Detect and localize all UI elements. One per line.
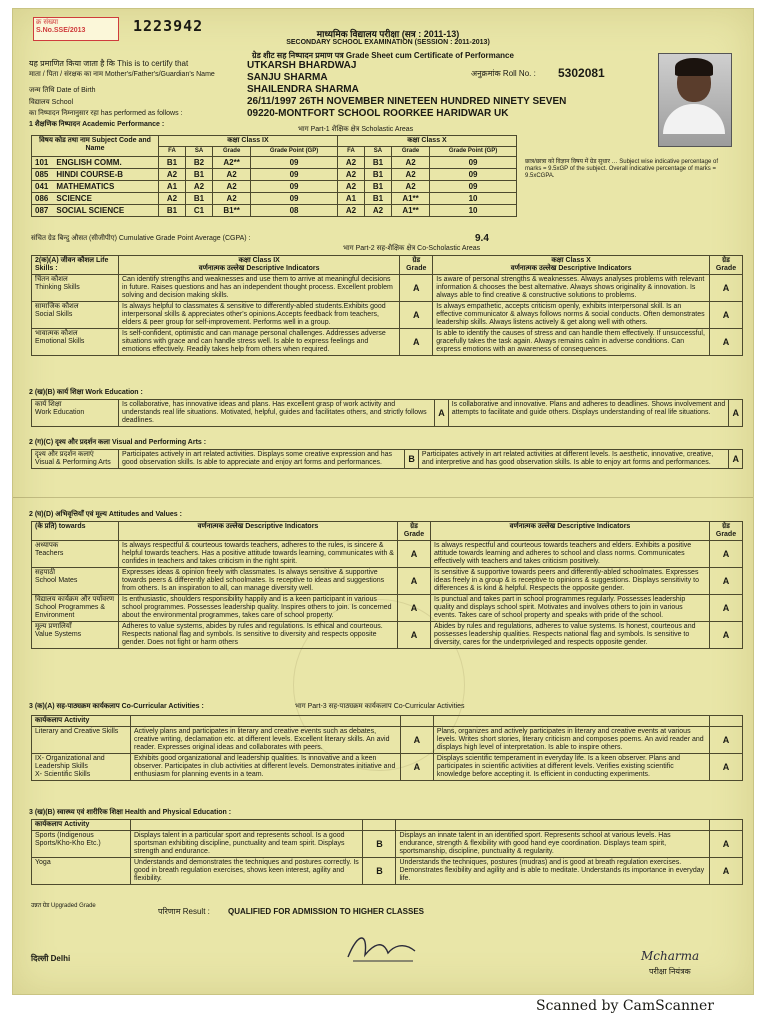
- subject-row: [32, 157, 517, 169]
- attitudes-table: [31, 521, 743, 649]
- class10-value: A1**: [391, 205, 429, 217]
- class10-descriptor: Is sensitive & supportive towards peers and differently-abled schoolmates. Expresses ideas freely in a group & is receptive to opinions & suggestions. Displays sensitivity to differences & is kind & helpful. Respects the opposite gender.: [431, 568, 710, 595]
- class9-descriptor: Is self-confident, optimistic and can manage personal challenges. Addresses adverse situations with grace and can handle stress well. Is able to express feelings and emotions effectively. Readily takes help from others when required.: [119, 329, 400, 356]
- health-table: [31, 819, 743, 885]
- class9-value: A2: [213, 181, 251, 193]
- class10-descriptor: Is aware of personal strengths & weaknesses. Always analyses problems with relevant information & chooses the best alternative. Always shows originality & innovation. Is always able to find creative & constructive solutions to problems.: [433, 275, 710, 302]
- attitude-row: [32, 595, 743, 622]
- class9-descriptor: Can identify strengths and weaknesses and use them to arrive at meaningful decisions in future. Raises questions and has an independent thought process. Excellent problem solving and decision making skills.: [119, 275, 400, 302]
- row-label-cell: [32, 595, 119, 622]
- row-label: Thinking Skills: [35, 284, 80, 291]
- health-row: [32, 831, 743, 858]
- class9-grade: B: [363, 858, 396, 885]
- class9-descriptor: Actively plans and participates in literary and creative events such as debates, creative writing, declamation etc. at different levels. Excellent literary skills. An avid reader. Expresses original ideas and collaborates with peers.: [131, 727, 401, 754]
- place-label: दिल्ली Delhi: [31, 954, 71, 963]
- class10-value: A2: [337, 169, 364, 181]
- class9-value: 09: [251, 157, 338, 169]
- class10-grade: A: [729, 400, 743, 427]
- class9-descriptor: Participates actively in art related activities. Displays some creative expression and has good observation skills. Is able to appreciate and enjoy art forms and performances.: [119, 450, 405, 469]
- class10-value: A2: [364, 205, 391, 217]
- class10-value: B1: [364, 169, 391, 181]
- class10-descriptor: Abides by rules and regulations, adheres to value systems. Is honest, courteous and possesses leadership qualities. Respects national flag and symbols. Is sensitive to diversity, cares for the underprivileged and respects opposite gender.: [431, 622, 710, 649]
- class9-grade: A: [400, 302, 433, 329]
- row-label: IX- Organizational and Leadership Skills: [35, 755, 105, 770]
- class9-grade: A: [400, 275, 433, 302]
- class10-value: 09: [430, 157, 517, 169]
- subject-name: MATHEMATICS: [56, 182, 115, 191]
- class9-value: A2: [159, 193, 186, 205]
- class10-grade: A: [710, 595, 743, 622]
- row-label-cell: [32, 727, 131, 754]
- work-education-row: [32, 400, 743, 427]
- roll-label: अनुक्रमांक Roll No. :: [471, 69, 536, 78]
- class10-descriptor: Displays scientific temperament in everyday life. Is a keen observer. Plans and participates in scientific activities at different levels. Verifies existing scientific knowledge before accepting it. Is efficient in conducting experiments.: [433, 754, 709, 781]
- class10-value: 10: [430, 193, 517, 205]
- attitude-row: [32, 622, 743, 649]
- exam-title-hindi: माध्यमिक विद्यालय परीक्षा (सत्र : 2011-13): [316, 29, 460, 39]
- class9-grade: A: [398, 595, 431, 622]
- row-label-hindi: अध्यापक: [35, 542, 59, 549]
- life-skill-row: [32, 329, 743, 356]
- attitude-row: [32, 541, 743, 568]
- desc-label: वर्णनात्मक उल्लेख Descriptive Indicators: [119, 522, 398, 541]
- class9-descriptor: Is always respectful & courteous towards teachers, adheres to the rules, is sincere & helpful towards teachers. Has a positive attitude towards learning, communicates with & confides in teachers and takes criticism in the right spirit.: [119, 541, 398, 568]
- sno-value: S.No.SSE/2013: [36, 27, 86, 34]
- grade-label: ग्रेड Grade: [710, 256, 743, 275]
- row-label-cell: [32, 622, 119, 649]
- col-fa: FA: [337, 147, 364, 157]
- col-gp: Grade Point (GP): [251, 147, 338, 157]
- work-education-heading: 2 (ख)(B) कार्य शिक्षा Work Education :: [29, 389, 143, 396]
- life-skills-label: 2(क)(A) जीवन कौशल Life Skills :: [32, 256, 119, 275]
- subject-name-cell: [32, 181, 159, 193]
- class9-grade: B: [363, 831, 396, 858]
- class9-value: C1: [186, 205, 213, 217]
- class10-value: B1: [364, 181, 391, 193]
- cocurricular-heading: 3 (क)(A) सह-पाठ्यक्रम कार्यकलाप Co-Curricular Activities :: [29, 703, 204, 710]
- class9-value: B1: [186, 193, 213, 205]
- row-label-cell: [32, 329, 119, 356]
- subject-code: 087: [35, 206, 49, 215]
- life-skills-table: [31, 255, 743, 356]
- fold-line: [13, 497, 753, 498]
- serial-number: 1223942: [133, 17, 204, 35]
- grade-label: ग्रेड Grade: [398, 522, 431, 541]
- row-label: School Programmes & Environment: [35, 604, 106, 619]
- guardian-label: माता / पिता / संरक्षक का नाम Mother's/Father's/Guardian's Name: [29, 71, 215, 78]
- performed-text: का निष्पादन निम्नानुसार रहा has performed as follows :: [29, 110, 183, 117]
- subject-name-cell: [32, 193, 159, 205]
- student-photo: [658, 53, 732, 147]
- grading-notes: छात्र/छात्रा को विज्ञान विषय में ग्रेड सुधार … Subject wise indicative percentage of marks = 9.5xGP of the subject. Overall indicative percentage of marks = 9.5xCGPA.: [525, 159, 718, 179]
- subject-name-cell: [32, 205, 159, 217]
- cgpa-label: संचित ग्रेड बिन्दु औसत (सीजीपीए) Cumulative Grade Point Average (CGPA) :: [31, 235, 251, 242]
- activities-table: [31, 715, 743, 781]
- class10-value: A1**: [391, 193, 429, 205]
- class10-descriptor: Is punctual and takes part in school programmes regularly. Possesses leadership quality and displays school spirit. Motivates and involves others to join in various events. Takes care of school property and speaks with pride of the school.: [431, 595, 710, 622]
- grade-label: ग्रेड Grade: [710, 522, 743, 541]
- arts-table: [31, 449, 743, 469]
- roll-number: 5302081: [558, 66, 605, 80]
- row-label-hindi: भावात्मक कौशल: [35, 330, 78, 337]
- mother-name: SHAILENDRA SHARMA: [247, 84, 359, 95]
- class10-value: A2: [391, 181, 429, 193]
- class9-value: A2: [213, 193, 251, 205]
- row-label: Literary and Creative Skills: [35, 728, 119, 735]
- arts-heading: 2 (ग)(C) दृश्य और प्रदर्शन कला Visual and Performing Arts :: [29, 439, 207, 446]
- subject-code: 041: [35, 182, 49, 191]
- class9-grade: A: [398, 541, 431, 568]
- class9-descriptor: Is always helpful to classmates & sensitive to differently-abled students.Exhibits good interpersonal skills & appreciates other's opinions.Accepts feedback from teachers, elders & peer group for self-improvement. Performs well in a group.: [119, 302, 400, 329]
- class10-value: A2: [337, 181, 364, 193]
- class10-value: A2: [337, 205, 364, 217]
- class9-grade: A: [398, 568, 431, 595]
- subject-name: HINDI COURSE-B: [56, 170, 124, 179]
- academic-heading: 1 शैक्षणिक निष्पादन Academic Performance :: [29, 121, 165, 128]
- class9-header: कक्षा Class IX: [159, 136, 338, 147]
- col-grade: Grade: [213, 147, 251, 157]
- row-label-cell: [32, 302, 119, 329]
- grade-label: ग्रेड Grade: [400, 256, 433, 275]
- exam-title-english: SECONDARY SCHOOL EXAMINATION (SESSION : 2011-2013): [286, 39, 490, 46]
- row-label-hindi: मूल्य प्रणालियाँ: [35, 623, 72, 630]
- subject-code: 086: [35, 194, 49, 203]
- part1-title: भाग Part-1 शैक्षिक क्षेत्र Scholastic Areas: [298, 126, 414, 133]
- class10-descriptor: Displays an innate talent in an identified sport. Represents school at various levels. Has endurance, strength & flexibility with good hand eye coordination. Displays team spirit, sportsmanship, discipline, punctuality & regularity.: [396, 831, 710, 858]
- class10-descriptor: Is always empathetic, accepts criticism openly, exhibits interpersonal skill. Is an effective communicator & always follows norms & social conducts. Often demonstrates leadership skills. Always listens actively & get along well with others.: [433, 302, 710, 329]
- result-value: QUALIFIED FOR ADMISSION TO HIGHER CLASSES: [228, 907, 425, 916]
- subject-name: SCIENCE: [56, 194, 92, 203]
- subject-row: [32, 205, 517, 217]
- class10-grade: A: [710, 727, 743, 754]
- desc-label: वर्णनात्मक उल्लेख Descriptive Indicators: [431, 522, 710, 541]
- class9-value: 08: [251, 205, 338, 217]
- life-skill-row: [32, 302, 743, 329]
- class9-descriptor: Exhibits good organizational and leadership qualities. Is innovative and a keen observer. Participates in club activities at different levels. Demonstrates initiative and enthusiasm for planning events in a team.: [131, 754, 401, 781]
- class9-grade: A: [400, 754, 433, 781]
- row-label: Visual & Performing Arts: [35, 459, 111, 466]
- father-name: SANJU SHARMA: [247, 72, 328, 83]
- row-label-hindi: सहपाठी: [35, 569, 56, 576]
- sno-box: [33, 17, 119, 41]
- cgpa-value: 9.4: [475, 233, 489, 244]
- desc-label: वर्णनात्मक उल्लेख Descriptive Indicators: [510, 265, 632, 272]
- row-label-hindi: दृश्य और प्रदर्शन कलाएं: [35, 451, 94, 458]
- subject-name-cell: [32, 157, 159, 169]
- class10-value: B1: [364, 193, 391, 205]
- row-label: Social Skills: [35, 311, 73, 318]
- row-label-cell: [32, 275, 119, 302]
- class9-value: A2: [186, 181, 213, 193]
- class9-descriptor: Adheres to value systems, abides by rules and regulations. Is ethical and courteous. Respects national flag and symbols. Is sensitive to diversity and respects opposite gender. Does not fight or harm others: [119, 622, 398, 649]
- class9-value: B1: [159, 205, 186, 217]
- health-heading: 3 (ख)(B) स्वास्थ्य एवं शारीरिक शिक्षा Health and Physical Education :: [29, 809, 232, 816]
- col-gp: Grade Point (GP): [430, 147, 517, 157]
- class10-grade: A: [710, 858, 743, 885]
- class10-descriptor: Is able to identify the causes of stress and can handle them effectively. If unsuccessful, gracefully takes the task again. Always remains calm in adverse conditions. Can express emotions with an awareness of consequences.: [433, 329, 710, 356]
- school-value: 09220-MONTFORT SCHOOL ROORKEE HARIDWAR UK: [247, 108, 509, 119]
- health-row: [32, 858, 743, 885]
- row-label-hindi: चिंतन कौशल: [35, 276, 68, 283]
- controller-signature: Mcharma: [641, 949, 700, 963]
- class9-descriptor: Is enthusiastic, shoulders responsibility happily and is a keen participant in various school programmes. Possesses leadership quality. Inspires others to join. Is concerned about the environmental programmes, takes care of school property.: [119, 595, 398, 622]
- subject-code: 085: [35, 170, 49, 179]
- class10-value: B1: [364, 157, 391, 169]
- row-label: Value Systems: [35, 631, 82, 638]
- class10-label: कक्षा Class X: [551, 257, 591, 264]
- part3-title: भाग Part-3 सह-पाठ्यक्रम कार्यकलाप Co-Curricular Activities: [295, 703, 465, 710]
- certificate-title: ग्रेड शीट सह निष्पादन प्रमाण पत्र Grade Sheet cum Certificate of Performance: [252, 51, 514, 60]
- activity-label: कार्यकलाप Activity: [32, 820, 131, 831]
- certify-text: यह प्रमाणित किया जाता है कि This is to certify that: [29, 59, 189, 68]
- attitudes-heading: 2 (घ)(D) अभिवृत्तियाँ एवं मूल्य Attitudes and Values :: [29, 511, 182, 518]
- controller-label: परीक्षा नियंत्रक: [649, 967, 691, 976]
- class9-value: 09: [251, 181, 338, 193]
- subject-row: [32, 193, 517, 205]
- class10-value: A2: [391, 157, 429, 169]
- class10-grade: A: [710, 622, 743, 649]
- scanner-watermark: Scanned by CamScanner: [536, 998, 714, 1014]
- subject-name-cell: [32, 169, 159, 181]
- part2-title: भाग Part-2 सह-शैक्षिक क्षेत्र Co-Scholastic Areas: [343, 245, 481, 252]
- class10-descriptor: Understands the techniques, postures (mudras) and is good at breath regulation exercises. Demonstrates flexibility and agility and is able to meditate. Understands its importance in everyday life.: [396, 858, 710, 885]
- subject-name: ENGLISH COMM.: [56, 158, 122, 167]
- class9-descriptor: Is collaborative, has innovative ideas and plans. Has excellent grasp of work activity and understands real life situations. Motivated, helpful, guides and facilitates others, and strictly follows deadlines.: [119, 400, 435, 427]
- class9-grade: A: [435, 400, 449, 427]
- col-sa: SA: [186, 147, 213, 157]
- row-label: Yoga: [35, 859, 51, 866]
- row-label-secondary: X- Scientific Skills: [35, 771, 91, 778]
- desc-label: वर्णनात्मक उल्लेख Descriptive Indicators: [198, 265, 320, 272]
- dob-label: जन्म तिथि Date of Birth: [29, 87, 96, 94]
- principal-signature: [343, 927, 423, 967]
- class10-grade: A: [710, 329, 743, 356]
- class9-value: A2**: [213, 157, 251, 169]
- towards-label: (के प्रति) towards: [32, 522, 119, 541]
- row-label: Teachers: [35, 550, 64, 557]
- row-label: School Mates: [35, 577, 78, 584]
- class10-value: A1: [337, 193, 364, 205]
- class9-grade: B: [405, 450, 419, 469]
- class9-value: 09: [251, 193, 338, 205]
- class9-descriptor: Expresses ideas & opinion freely with classmates. Is always sensitive & supportive towards peers & differently abled schoolmates. Is receptive to ideas and suggestions from others. Is an inspiration to all, can manage diversity well.: [119, 568, 398, 595]
- activity-label: कार्यकलाप Activity: [32, 716, 131, 727]
- row-label-cell: [32, 568, 119, 595]
- work-education-table: [31, 399, 743, 427]
- row-label-cell: [32, 754, 131, 781]
- class9-value: 09: [251, 169, 338, 181]
- class10-grade: A: [710, 568, 743, 595]
- row-label-cell: [32, 400, 119, 427]
- class9-descriptor: Understands and demonstrates the techniques and postures correctly. Is good in breath regulation exercises, shows keen interest, agility and flexibility.: [131, 858, 363, 885]
- subject-row: [32, 181, 517, 193]
- row-label-cell: [32, 831, 131, 858]
- col-fa: FA: [159, 147, 186, 157]
- dob-value: 26/11/1997 26TH NOVEMBER NINETEEN HUNDRED NINETY SEVEN: [247, 96, 567, 107]
- class9-value: B1: [159, 157, 186, 169]
- class9-value: A2: [159, 169, 186, 181]
- school-label: विद्यालय School: [29, 99, 74, 106]
- sno-label: क्र संख्या: [36, 19, 59, 26]
- row-label-cell: [32, 858, 131, 885]
- class9-grade: A: [400, 727, 433, 754]
- class9-grade: A: [398, 622, 431, 649]
- class10-grade: A: [710, 831, 743, 858]
- class10-value: 10: [430, 205, 517, 217]
- row-label-cell: [32, 450, 119, 469]
- row-label: Sports (Indigenous Sports/Kho-Kho Etc.): [35, 832, 101, 847]
- col-sa: SA: [364, 147, 391, 157]
- row-label: Emotional Skills: [35, 338, 85, 345]
- class10-descriptor: Plans, organizes and actively participates in literary and creative events at various levels. Writes short stories, literary criticism and composes poems. An avid reader and displays high level of interpretation. Is able to inspire others.: [433, 727, 709, 754]
- grade-sheet: [12, 8, 754, 995]
- class10-grade: A: [729, 450, 743, 469]
- life-skill-row: [32, 275, 743, 302]
- class10-grade: A: [710, 541, 743, 568]
- class10-grade: A: [710, 302, 743, 329]
- subject-row: [32, 169, 517, 181]
- class10-value: A2: [337, 157, 364, 169]
- class10-header: कक्षा Class X: [337, 136, 516, 147]
- class10-descriptor: Is collaborative and innovative. Plans and adheres to deadlines. Shows involvement and attempts to facilitate and guide others. Displays understanding of real life situations.: [448, 400, 729, 427]
- class9-value: A1: [159, 181, 186, 193]
- class10-descriptor: Participates actively in art related activities at different levels. Is aesthetic, innovative, creative, and interpretive and has good observation skills. Is able to enjoy art forms and performances.: [418, 450, 729, 469]
- row-label-hindi: सामाजिक कौशल: [35, 303, 79, 310]
- col-grade: Grade: [391, 147, 429, 157]
- subject-name: SOCIAL SCIENCE: [56, 206, 125, 215]
- upgraded-grade-note: उन्नत ग्रेड Upgraded Grade: [31, 903, 96, 909]
- class10-grade: A: [710, 754, 743, 781]
- life-class9-header: [119, 256, 400, 275]
- subject-col-header: विषय कोड तथा नाम Subject Code and Name: [32, 136, 159, 157]
- class9-label: कक्षा Class IX: [238, 257, 280, 264]
- class9-value: B1: [186, 169, 213, 181]
- activity-row: [32, 727, 743, 754]
- class10-grade: A: [710, 275, 743, 302]
- class9-value: A2: [213, 169, 251, 181]
- class9-value: B2: [186, 157, 213, 169]
- row-label-cell: [32, 541, 119, 568]
- student-name: UTKARSH BHARDWAJ: [247, 60, 357, 71]
- academic-table: [31, 135, 517, 217]
- class9-descriptor: Displays talent in a particular sport and represents school. Is a good sportsman exhibiting discipline, punctuality and team spirit. Displays strength and endurance.: [131, 831, 363, 858]
- class10-value: 09: [430, 181, 517, 193]
- attitude-row: [32, 568, 743, 595]
- row-label: Work Education: [35, 409, 85, 416]
- activity-row: [32, 754, 743, 781]
- row-label-hindi: विद्यालय कार्यक्रम और पर्यावरण: [35, 596, 115, 603]
- class10-value: A2: [391, 169, 429, 181]
- arts-row: [32, 450, 743, 469]
- class9-value: B1**: [213, 205, 251, 217]
- class9-grade: A: [400, 329, 433, 356]
- row-label-hindi: कार्य शिक्षा: [35, 401, 62, 408]
- class10-descriptor: Is always respectful and courteous towards teachers and elders. Exhibits a positive attitude towards learning and adheres to school and class norms. Communicates effectively with teachers and takes criticism positively.: [431, 541, 710, 568]
- subject-code: 101: [35, 158, 49, 167]
- life-class10-header: [433, 256, 710, 275]
- class10-value: 09: [430, 169, 517, 181]
- result-label: परिणाम Result :: [158, 907, 210, 916]
